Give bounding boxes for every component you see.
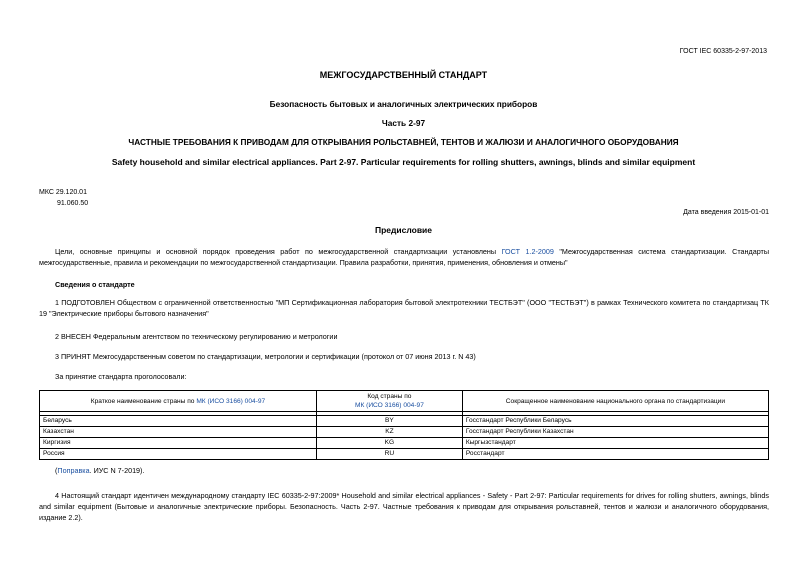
standard-code: ГОСТ IEC 60335-2-97-2013 bbox=[679, 48, 767, 55]
amendment-link[interactable]: Поправка bbox=[57, 466, 90, 475]
item-4: 4 Настоящий стандарт идентичен международному стандарту IEC 60335-2-97:2009* Household and similar electrical appliances - Safety - Part 2-97: Particular requirements for drives for rolling shutters, awnings, blinds and similar equipment (Бытовые и аналогичные электрические приборы. Безопасность. Часть 2-97. Частные требования к приводам для открывания рольставней, тентов и жалюзи и аналогичного оборудования, издание 2.2). bbox=[39, 491, 769, 522]
mks-line-1: МКС 29.120.01 bbox=[39, 189, 87, 196]
code-cell: KZ bbox=[317, 427, 463, 438]
gost-link[interactable]: ГОСТ 1.2-2009 bbox=[501, 247, 554, 256]
mks-line-2: 91.060.50 bbox=[57, 200, 89, 207]
part-number: Часть 2-97 bbox=[381, 118, 426, 128]
title-ru: Безопасность бытовых и аналогичных электрических приборов bbox=[269, 99, 538, 109]
table-row bbox=[40, 449, 769, 460]
voted-label: За принятие стандарта проголосовали: bbox=[55, 372, 187, 381]
body-cell: Росстандарт bbox=[462, 449, 768, 460]
table-row bbox=[40, 438, 769, 449]
body-cell: Кыргызстандарт bbox=[462, 438, 768, 449]
mks-codes bbox=[39, 187, 88, 209]
country-cell: Беларусь bbox=[40, 416, 317, 427]
title-en: Safety household and similar electrical appliances. Part 2-97. Particular requirements for rolling shutters, awnings, blinds and similar equipment bbox=[111, 157, 696, 167]
foreword-heading: Предисловие bbox=[374, 225, 433, 235]
foreword-text-after: "Межгосударственная система стандартизации. Стандарты межгосударственные, правила и рекомендации по межгосударственной стандартизации. Правила разработки, принятия, применения, обновления и отмены" bbox=[39, 247, 769, 267]
subtitle-ru: ЧАСТНЫЕ ТРЕБОВАНИЯ К ПРИВОДАМ ДЛЯ ОТКРЫВАНИЯ РОЛЬСТАВНЕЙ, ТЕНТОВ И ЖАЛЮЗИ И АНАЛОГИЧНОГО ОБОРУДОВАНИЯ bbox=[128, 137, 679, 147]
table-header-row bbox=[40, 391, 769, 412]
col-body-header: Сокращенное наименование национального органа по стандартизации bbox=[462, 391, 768, 412]
info-heading: Сведения о стандарте bbox=[55, 280, 135, 289]
code-cell: BY bbox=[317, 416, 463, 427]
countries-table bbox=[39, 390, 769, 460]
foreword-paragraph bbox=[39, 246, 769, 268]
foreword-text-before: Цели, основные принципы и основной порядок проведения работ по межгосударственной стандартизации установлены bbox=[55, 247, 502, 256]
item-3: 3 ПРИНЯТ Межгосударственным советом по стандартизации, метрологии и сертификации (протокол от 07 июня 2013 г. N 43) bbox=[55, 352, 476, 361]
country-cell: Киргизия bbox=[40, 438, 317, 449]
amendment-rest: . ИУС N 7-2019). bbox=[89, 466, 145, 475]
code-cell: RU bbox=[317, 449, 463, 460]
intro-date: Дата введения 2015-01-01 bbox=[683, 209, 769, 216]
item-2: 2 ВНЕСЕН Федеральным агентством по техническому регулированию и метрологии bbox=[55, 332, 338, 341]
amendment-note: (Поправка. ИУС N 7-2019). bbox=[55, 466, 145, 475]
col-code-header: Код страны по МК (ИСО 3166) 004-97 bbox=[317, 391, 463, 412]
mk-link-2[interactable]: МК (ИСО 3166) 004-97 bbox=[354, 402, 424, 409]
code-cell: KG bbox=[317, 438, 463, 449]
country-cell: Казахстан bbox=[40, 427, 317, 438]
standard-type: МЕЖГОСУДАРСТВЕННЫЙ СТАНДАРТ bbox=[319, 70, 488, 80]
body-cell: Госстандарт Республики Беларусь bbox=[462, 416, 768, 427]
body-cell: Госстандарт Республики Казахстан bbox=[462, 427, 768, 438]
table-row bbox=[40, 427, 769, 438]
col-country-header: Краткое наименование страны по МК (ИСО 3166) 004-97 bbox=[40, 391, 317, 412]
item-1: 1 ПОДГОТОВЛЕН Обществом с ограниченной ответственностью "МП Сертификационная лаборатория бытовой электротехники ТЕСТБЭТ" (ООО "ТЕСТБЭТ") в рамках Технического комитета по стандартизац ТК 19 "Электрические приборы бытового назначения" bbox=[39, 298, 769, 318]
country-cell: Россия bbox=[40, 449, 317, 460]
table-row bbox=[40, 416, 769, 427]
mk-link[interactable]: МК (ИСО 3166) 004-97 bbox=[196, 397, 266, 405]
